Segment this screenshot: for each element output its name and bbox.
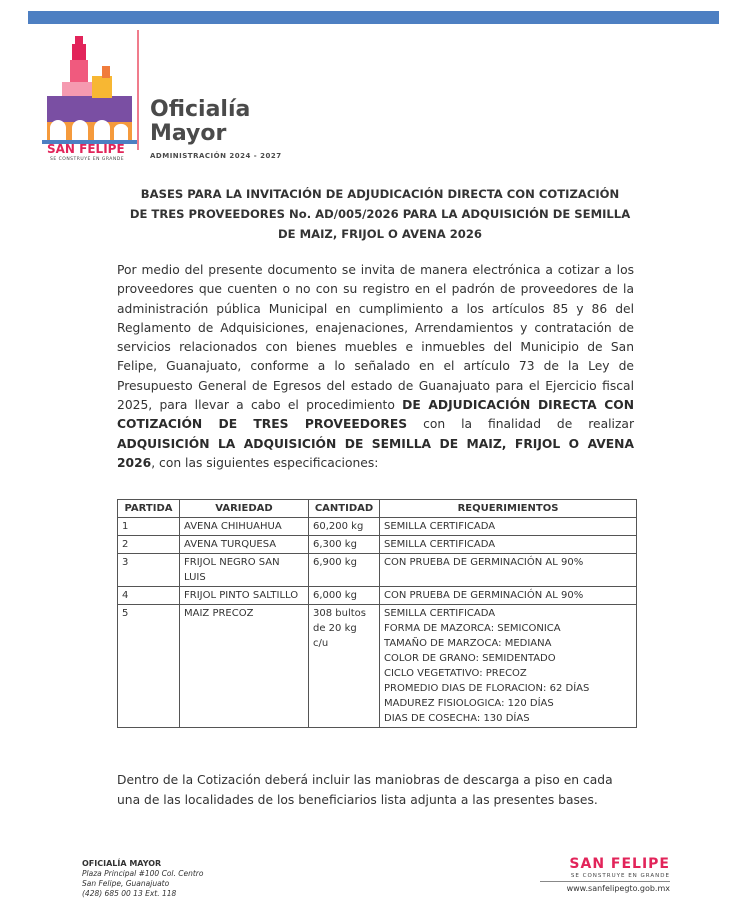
requirement-item: CICLO VEGETATIVO: PRECOZ — [384, 668, 527, 679]
closing-paragraph: Dentro de la Cotización deberá incluir las maniobras de descarga a piso en cada una de las localidades de los beneficiarios lista adjunta a las presentes bases. — [117, 773, 613, 807]
col-header-cantidad: CANTIDAD — [309, 500, 380, 518]
intro-text: Por medio del presente documento se invita de manera electrónica a cotizar a los proveedores que cuenten o no con su registro en el padrón de proveedores de la administración pública Municipal en cumplimiento a los artículos 85 y 86 del Reglamento de Adquisiciones, enajenaciones, Arrendamientos y contratación de servicios relacionados con bienes muebles e inmuebles del Municipio de San Felipe, Guanajuato, conforme a lo señalado en el artículo 73 de la Ley de Presupuesto General de Egresos del estado de Guanajuato para el Ejercicio fiscal 2025, para llevar a cabo el procedimiento — [117, 263, 634, 413]
requirement-item: PROMEDIO DIAS DE FLORACION: 62 DÍAS — [384, 683, 590, 694]
title-line: BASES PARA LA INVITACIÓN DE ADJUDICACIÓN DIRECTA CON COTIZACIÓN — [140, 187, 620, 201]
cell-requerimientos — [380, 587, 637, 605]
cell-cantidad: 6,900 kg — [309, 554, 380, 587]
cell-variedad: AVENA CHIHUAHUA — [180, 518, 309, 536]
requirement-item: CON PRUEBA DE GERMINACIÓN AL 90% — [384, 590, 584, 601]
footer-office: OFICIALÍA MAYOR — [82, 859, 162, 868]
requirement-item: SEMILLA CERTIFICADA — [384, 539, 496, 550]
cell-partida: 1 — [118, 518, 180, 536]
cell-partida: 2 — [118, 536, 180, 554]
requirement-item: DIAS DE COSECHA: 130 DÍAS — [384, 713, 530, 724]
col-header-variedad: VARIEDAD — [180, 500, 309, 518]
document-title — [120, 184, 640, 244]
cell-partida: 3 — [118, 554, 180, 587]
footer-brand-block — [540, 856, 670, 893]
requirement-item: SEMILLA CERTIFICADA — [384, 521, 496, 532]
col-header-requerimientos: REQUERIMIENTOS — [380, 500, 637, 518]
org-name-line2: Mayor — [150, 121, 227, 146]
table-row — [118, 554, 637, 587]
cell-requerimientos — [380, 518, 637, 536]
cell-requerimientos — [380, 554, 637, 587]
requirement-item: SEMILLA CERTIFICADA — [384, 608, 496, 619]
footer-address-line: San Felipe, Guanajuato — [82, 879, 170, 888]
table-row — [118, 605, 637, 728]
requirement-item: TAMAÑO DE MARZOCA: MEDIANA — [384, 638, 552, 649]
cell-cantidad: 308 bultos de 20 kg c/u — [309, 605, 380, 728]
table-body — [118, 518, 637, 728]
cell-cantidad: 6,300 kg — [309, 536, 380, 554]
footer-divider — [540, 881, 670, 882]
org-name-line1: Oficialía — [150, 97, 251, 122]
intro-text: , con las siguientes especificaciones: — [151, 455, 379, 470]
col-header-partida: PARTIDA — [118, 500, 180, 518]
intro-bold-procedure: DE ADJUDICACIÓN DIRECTA CON COTIZACIÓN DE TRES PROVEEDORES — [117, 398, 634, 432]
footer-brand: SAN FELIPE — [569, 856, 670, 872]
table-row — [118, 587, 637, 605]
top-color-bar — [28, 11, 719, 24]
title-line: DE TRES PROVEEDORES No. AD/005/2026 PARA LA ADQUISICIÓN DE SEMILLA — [129, 207, 631, 221]
specifications-table — [117, 499, 637, 728]
cell-partida: 5 — [118, 605, 180, 728]
intro-paragraph — [117, 261, 634, 473]
requirement-item: FORMA DE MAZORCA: SEMICONICA — [384, 623, 561, 634]
administration-period: ADMINISTRACIÓN 2024 - 2027 — [150, 152, 282, 160]
table-header-row — [118, 500, 637, 518]
table-row — [118, 536, 637, 554]
cell-variedad: FRIJOL PINTO SALTILLO — [180, 587, 309, 605]
cell-variedad: MAIZ PRECOZ — [180, 605, 309, 728]
intro-text: con la finalidad de realizar — [423, 417, 634, 432]
footer-website-link[interactable]: www.sanfelipegto.gob.mx — [566, 884, 670, 893]
requirement-item: COLOR DE GRANO: SEMIDENTADO — [384, 653, 556, 664]
header-divider — [137, 30, 139, 150]
brand-tagline: SE CONSTRUYE EN GRANDE — [50, 157, 125, 162]
requirement-item: CON PRUEBA DE GERMINACIÓN AL 90% — [384, 557, 584, 568]
footer-tagline: SE CONSTRUYE EN GRANDE — [570, 873, 670, 879]
cell-cantidad: 60,200 kg — [309, 518, 380, 536]
cell-cantidad: 6,000 kg — [309, 587, 380, 605]
cell-variedad: AVENA TURQUESA — [180, 536, 309, 554]
table-row — [118, 518, 637, 536]
footer-address — [82, 859, 203, 899]
cell-requerimientos — [380, 605, 637, 728]
intro-bold-acquisition: ADQUISICIÓN LA ADQUISICIÓN DE SEMILLA DE MAIZ, FRIJOL O AVENA 2026 — [117, 436, 634, 470]
requirement-item: MADUREZ FISIOLOGICA: 120 DÍAS — [384, 698, 554, 709]
title-line: DE MAIZ, FRIJOL O AVENA 2026 — [278, 227, 482, 241]
brand-name: SAN FELIPE — [47, 142, 125, 156]
footer-phone: (428) 685 00 13 Ext. 118 — [82, 889, 177, 898]
cell-requerimientos — [380, 536, 637, 554]
footer-address-line: Plaza Principal #100 Col. Centro — [82, 869, 204, 878]
cell-variedad: FRIJOL NEGRO SAN LUIS — [180, 554, 309, 587]
cell-partida: 4 — [118, 587, 180, 605]
